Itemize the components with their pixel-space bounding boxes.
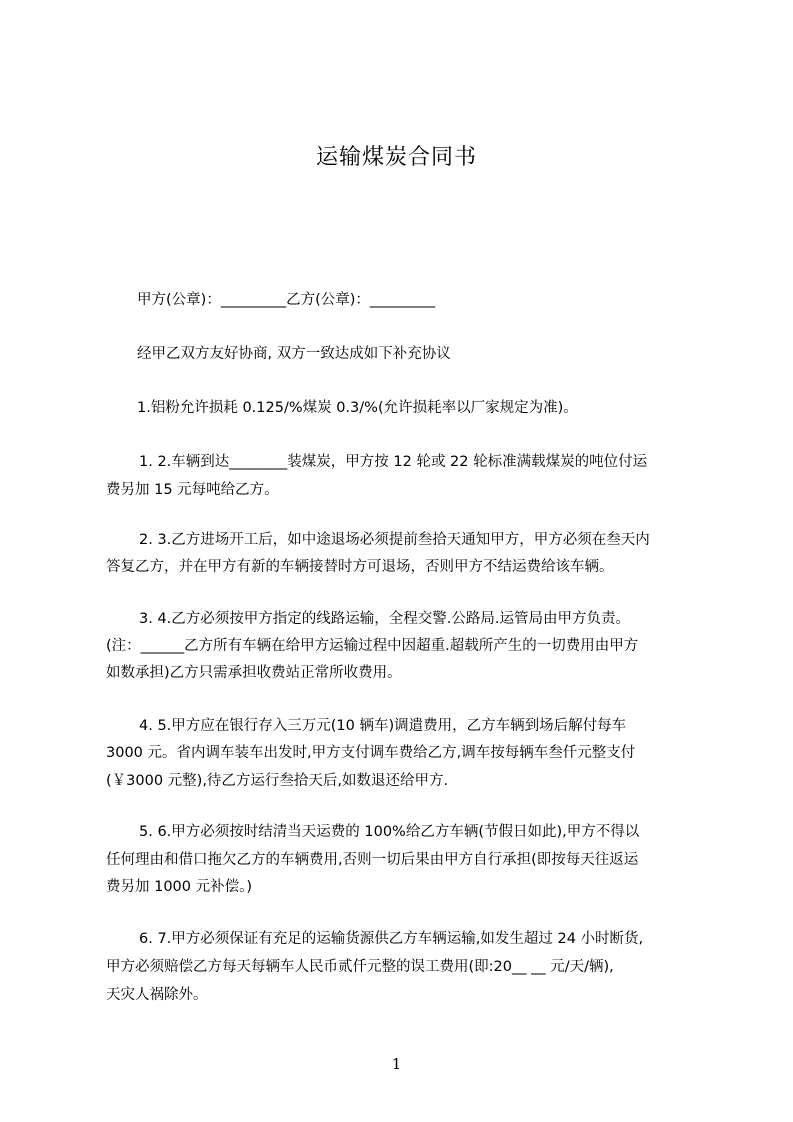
clause-5-line-1: 4. 5.甲方应在银行存入三万元(10 辆车)调遣费用，乙方车辆到场后解付每车 — [139, 718, 627, 734]
clause-5-line-2: 3000 元。省内调车装车出发时,甲方支付调车费给乙方,调车按每辆车叁仟元整支付 — [106, 745, 636, 761]
clause-3-line-2: 答复乙方，并在甲方有新的车辆接替时方可退场，否则甲方不结运费给该车辆。 — [106, 559, 614, 575]
clause-7-line-1: 6. 7.甲方必须保证有充足的运输货源供乙方车辆运输,如发生超过 24 小时断货, — [139, 931, 644, 947]
clause-2-line-1: 1. 2.车辆到达________装煤炭，甲方按 12 轮或 22 轮标准满载煤炭的吨位付运 — [139, 454, 648, 470]
clause-4-line-3: 如数承担)乙方只需承担收费站正常所收费用。 — [106, 665, 402, 681]
clause-2-line-2: 费另加 15 元每吨给乙方。 — [106, 482, 279, 498]
intro-line: 经甲乙双方友好协商, 双方一致达成如下补充协议 — [137, 346, 451, 362]
clause-1-line-1: 1.铝粉允许损耗 0.125/%煤炭 0.3/%(允许损耗率以厂家规定为准)。 — [137, 400, 578, 416]
clause-7-line-3: 天灾人祸除外。 — [106, 987, 208, 1003]
clause-6-line-3: 费另加 1000 元补偿。) — [106, 879, 253, 895]
page-number: 1 — [391, 1055, 402, 1073]
clause-3-line-1: 2. 3.乙方进场开工后，如中途退场必须提前叁拾天通知甲方，甲方必须在叁天内 — [139, 532, 650, 548]
parties-line: 甲方(公章)：_________乙方(公章)：_________ — [137, 292, 436, 308]
document-title: 运输煤炭合同书 — [315, 145, 477, 170]
clause-7-line-2: 甲方必须赔偿乙方每天每辆车人民币贰仟元整的误工费用(即:20__ __ 元/天/辆), — [106, 959, 614, 975]
clause-5-line-3: (￥3000 元整),待乙方运行叁拾天后,如数退还给甲方. — [106, 773, 449, 789]
clause-4-line-1: 3. 4.乙方必须按甲方指定的线路运输，全程交警.公路局.运管局由甲方负责。 — [139, 611, 630, 627]
clause-6-line-2: 任何理由和借口拖欠乙方的车辆费用,否则一切后果由甲方自行承担(即按每天往返运 — [106, 852, 639, 868]
clause-4-line-2: (注：______乙方所有车辆在给甲方运输过程中因超重.超载所产生的一切费用由甲方 — [106, 638, 639, 654]
clause-6-line-1: 5. 6.甲方必须按时结清当天运费的 100%给乙方车辆(节假日如此),甲方不得以 — [139, 824, 640, 840]
